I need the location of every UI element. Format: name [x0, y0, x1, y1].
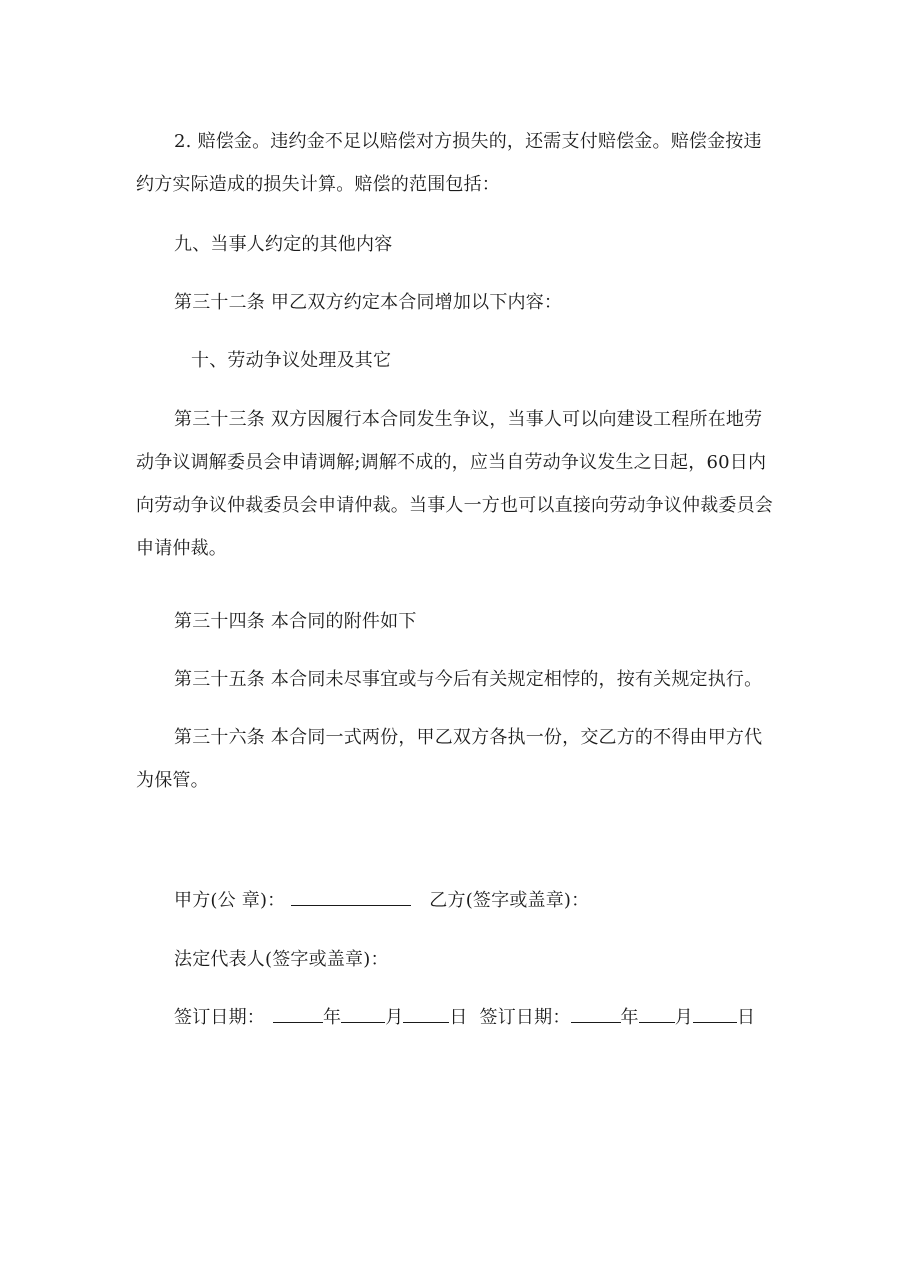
party-a-label: 甲方(公 章)： [174, 890, 286, 911]
legal-rep-label: 法定代表人(签字或盖章)： [174, 949, 389, 970]
day-label-a: 日 [449, 1007, 468, 1028]
paragraph-compensation: 2. 赔偿金。违约金不足以赔偿对方损失的，还需支付赔偿金。赔偿金按违约方实际造成的损失计算。赔偿的范围包括： [136, 131, 762, 195]
legal-rep-line [174, 945, 389, 975]
party-a-line [174, 886, 589, 916]
month-blank-a [341, 1004, 385, 1023]
section-heading-ten: 十、劳动争议处理及其它 [191, 350, 392, 371]
paragraph-article-33: 第三十三条 双方因履行本合同发生争议，当事人可以向建设工程所在地劳动争议调解委员会申请调解;调解不成的，应当自劳动争议发生之日起，60日内向劳动争议仲裁委员会申请仲裁。当事人一方也可以直接向劳动争议仲裁委员会申请仲裁。 [136, 409, 773, 559]
year-label-a: 年 [323, 1007, 342, 1028]
month-label-a: 月 [385, 1007, 404, 1028]
sign-date-label-b: 签订日期： [479, 1007, 571, 1028]
year-blank-b [571, 1004, 621, 1023]
sign-date-label-a: 签订日期： [174, 1007, 265, 1028]
sign-date-line [174, 1003, 755, 1033]
day-blank-b [693, 1004, 737, 1023]
year-blank-a [273, 1004, 323, 1023]
party-a-seal-blank [291, 887, 411, 906]
day-label-b: 日 [736, 1007, 756, 1028]
party-b-label: 乙方(签字或盖章)： [429, 890, 590, 911]
year-label-b: 年 [620, 1007, 639, 1028]
month-blank-b [639, 1004, 675, 1023]
paragraph-article-36: 第三十六条 本合同一式两份，甲乙双方各执一份，交乙方的不得由甲方代为保管。 [136, 727, 763, 791]
paragraph-article-35: 第三十五条 本合同未尽事宜或与今后有关规定相悖的，按有关规定执行。 [174, 669, 763, 690]
month-label-b: 月 [674, 1007, 693, 1028]
paragraph-article-34: 第三十四条 本合同的附件如下 [174, 611, 417, 632]
paragraph-article-32: 第三十二条 甲乙双方约定本合同增加以下内容： [174, 292, 563, 313]
section-heading-nine: 九、当事人约定的其他内容 [174, 234, 393, 255]
day-blank-a [403, 1004, 449, 1023]
